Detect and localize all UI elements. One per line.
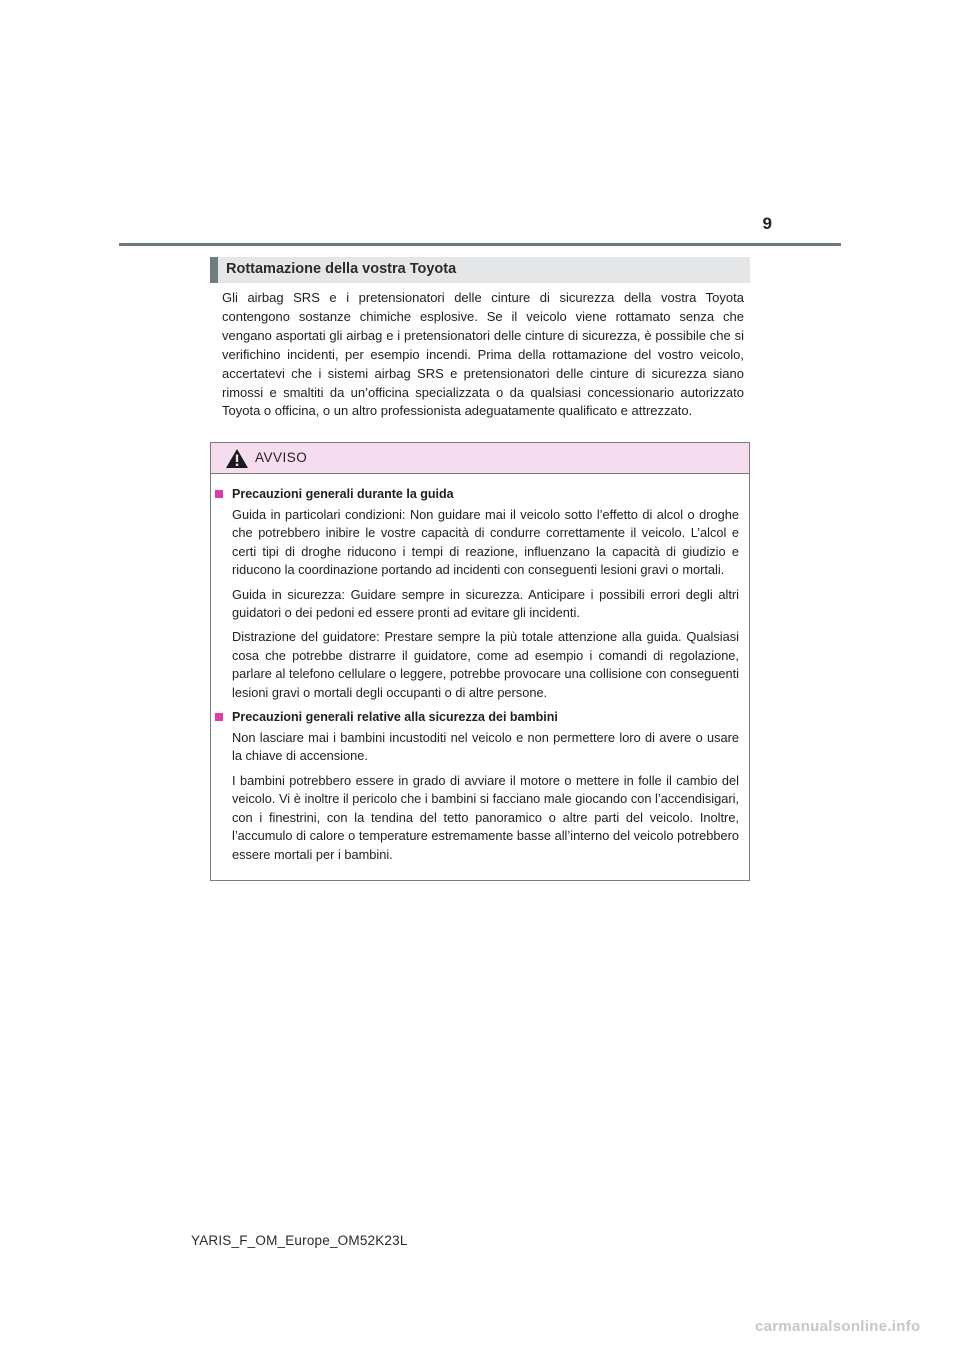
square-bullet-icon (215, 713, 223, 721)
warning-paragraph: I bambini potrebbero essere in grado di avviare il motore o mettere in folle il cambio del veicolo. Vi è inoltre il pericolo che i bambini si facciano male giocando con l’accendisigari, con i finestrini, con la tendina del tetto panoramico o altre parti del veicolo. Inoltre, l’accumulo di calore o temperature estremamente basse all’interno del veicolo potrebbero essere mortali per i bambini. (232, 772, 739, 862)
section-body: Gli airbag SRS e i pretensionatori delle cinture di sicurezza della vostra Toyota contengono sostanze chimiche esplosive. Se il veicolo viene rottamato senza che vengano asportati gli airbag e i pretensionatori delle cinture di sicurezza, è possibile che si verifichino incidenti, per esempio incendi. Prima della rottamazione del vostro veicolo, accertatevi che i sistemi airbag SRS e pretensionatori delle cinture di sicurezza siano rimossi e smaltiti da un’officina specializzata o da qualsiasi concessionario autorizzato Toyota o officina, o un altro professionista adeguatamente qualificato e attrezzato. (222, 290, 744, 419)
warning-triangle-icon (226, 449, 248, 468)
warning-paragraph: Guida in particolari condizioni: Non guidare mai il veicolo sotto l’effetto di alcol o droghe che potrebbero inibire le vostre capacità di condurre correttamente il veicolo. L’alcol e certi tipi di droghe riducono i tempi di reazione, influenzano la capacità di giudizio e riducono la coordinazione portando ad incidenti con conseguenti lesioni gravi o mortali. (232, 507, 739, 578)
warning-paragraph: Non lasciare mai i bambini incustoditi nel veicolo e non permettere loro di avere o usare la chiave di accensione. (232, 730, 739, 764)
document-code: YARIS_F_OM_Europe_OM52K23L (191, 1233, 408, 1248)
watermark: carmanualsonline.info (755, 1318, 921, 1335)
section-title: Rottamazione della vostra Toyota (226, 261, 457, 277)
warning-item-heading (215, 485, 749, 503)
header-rule (119, 243, 841, 246)
page-number: 9 (762, 214, 772, 233)
warning-paragraph: Guida in sicurezza: Guidare sempre in sicurezza. Anticipare i possibili errori degli altri guidatori o dei pedoni ed essere pronti ad evitare gli incidenti. (232, 586, 739, 621)
warning-header (211, 443, 749, 474)
warning-body (211, 485, 749, 864)
warning-item-heading-text: Precauzioni generali durante la guida (232, 487, 454, 501)
warning-paragraph: Distrazione del guidatore: Prestare sempre la più totale attenzione alla guida. Qualsiasi cosa che potrebbe distrarre il guidatore, come ad esempio i comandi di regolazione, parlare al telefono cellulare o leggere, potrebbe provocare una collisione con conseguenti lesioni gravi o mortali degli occupanti o di altre persone. (232, 629, 739, 700)
warning-item-heading-text: Precauzioni generali relative alla sicurezza dei bambini (232, 710, 558, 725)
section-header (210, 257, 750, 283)
warning-box (210, 442, 750, 881)
square-bullet-icon (215, 490, 223, 498)
warning-title: AVVISO (255, 450, 308, 465)
warning-item-heading (215, 708, 749, 726)
